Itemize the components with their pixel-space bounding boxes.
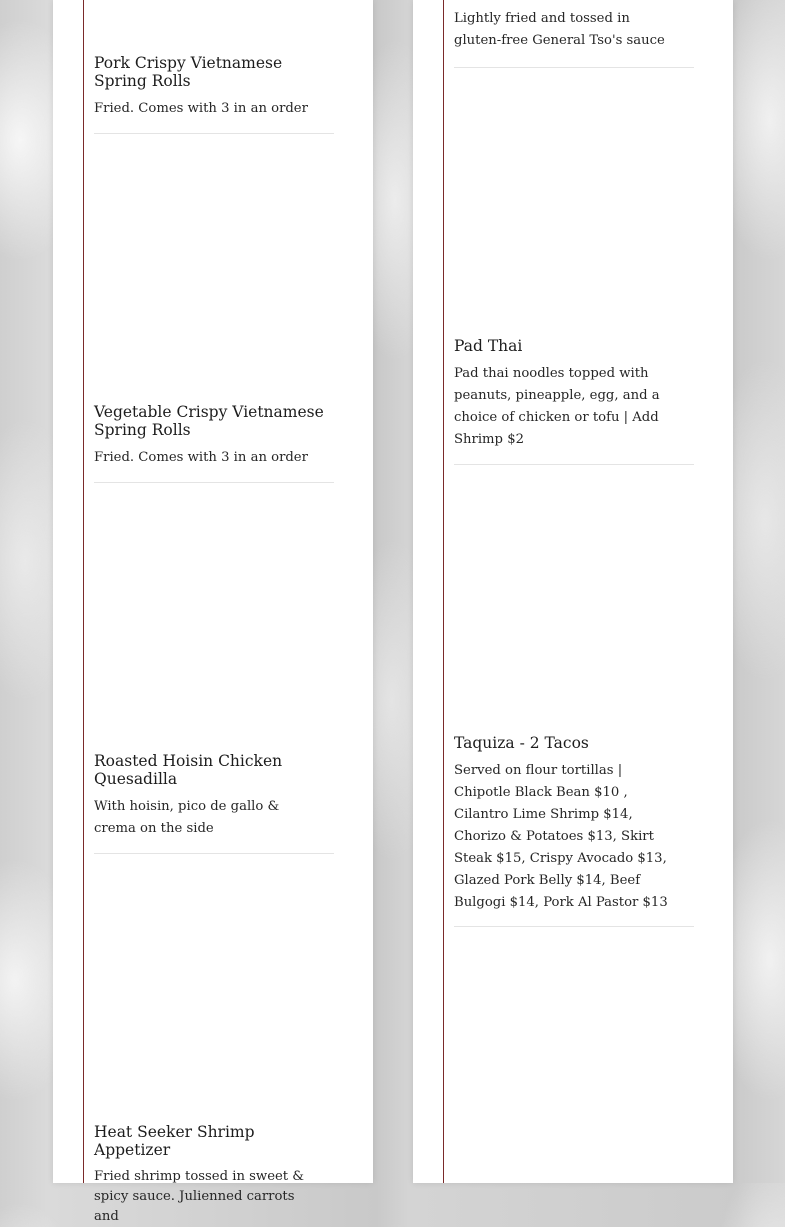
menu-item-name: Vegetable Crispy Vietnamese Spring Rolls — [94, 403, 324, 439]
menu-item-hoisin-quesadilla[interactable] — [94, 752, 334, 840]
menu-item-general-tso[interactable] — [454, 8, 694, 52]
column-rule — [443, 0, 444, 1183]
menu-item-pad-thai[interactable] — [454, 337, 694, 451]
menu-item-taquiza[interactable] — [454, 734, 694, 914]
menu-panel-right — [413, 0, 733, 1183]
item-divider — [94, 133, 334, 134]
item-divider — [454, 67, 694, 68]
menu-panel-left — [53, 0, 373, 1224]
menu-item-description: Fried shrimp tossed in sweet & spicy sauce. Julienned carrots and — [94, 1169, 305, 1224]
menu-item-name: Taquiza - 2 Tacos — [454, 734, 589, 752]
menu-item-description: Served on flour tortillas | Chipotle Black Bean $10 , Cilantro Lime Shrimp $14, Chorizo & Potatoes $13, Skirt Steak $15, Crispy Avocado $13, Glazed Pork Belly $14, Beef Bulgogi $14, Pork Al Pastor $13 — [454, 763, 668, 910]
menu-item-description: With hoisin, pico de gallo & crema on the side — [94, 799, 280, 836]
menu-item-pork-spring-rolls[interactable] — [94, 54, 334, 120]
item-divider — [94, 482, 334, 483]
menu-item-name: Heat Seeker Shrimp Appetizer — [94, 1123, 255, 1159]
column-rule — [83, 0, 84, 1183]
menu-item-vegetable-spring-rolls[interactable] — [94, 403, 334, 469]
menu-item-description: Fried. Comes with 3 in an order — [94, 450, 308, 465]
menu-item-heat-seeker-shrimp[interactable] — [94, 1123, 334, 1227]
menu-item-description: Pad thai noodles topped with peanuts, pineapple, egg, and a choice of chicken or tofu | Add Shrimp $2 — [454, 366, 660, 447]
menu-item-name: Pork Crispy Vietnamese Spring Rolls — [94, 54, 283, 90]
item-divider — [454, 464, 694, 465]
menu-item-name: Roasted Hoisin Chicken Quesadilla — [94, 752, 283, 788]
item-divider — [94, 853, 334, 854]
menu-item-description: Lightly fried and tossed in gluten-free General Tso's sauce — [454, 11, 665, 48]
item-divider — [454, 926, 694, 927]
menu-item-name: Pad Thai — [454, 337, 523, 355]
menu-item-description: Fried. Comes with 3 in an order — [94, 101, 308, 116]
